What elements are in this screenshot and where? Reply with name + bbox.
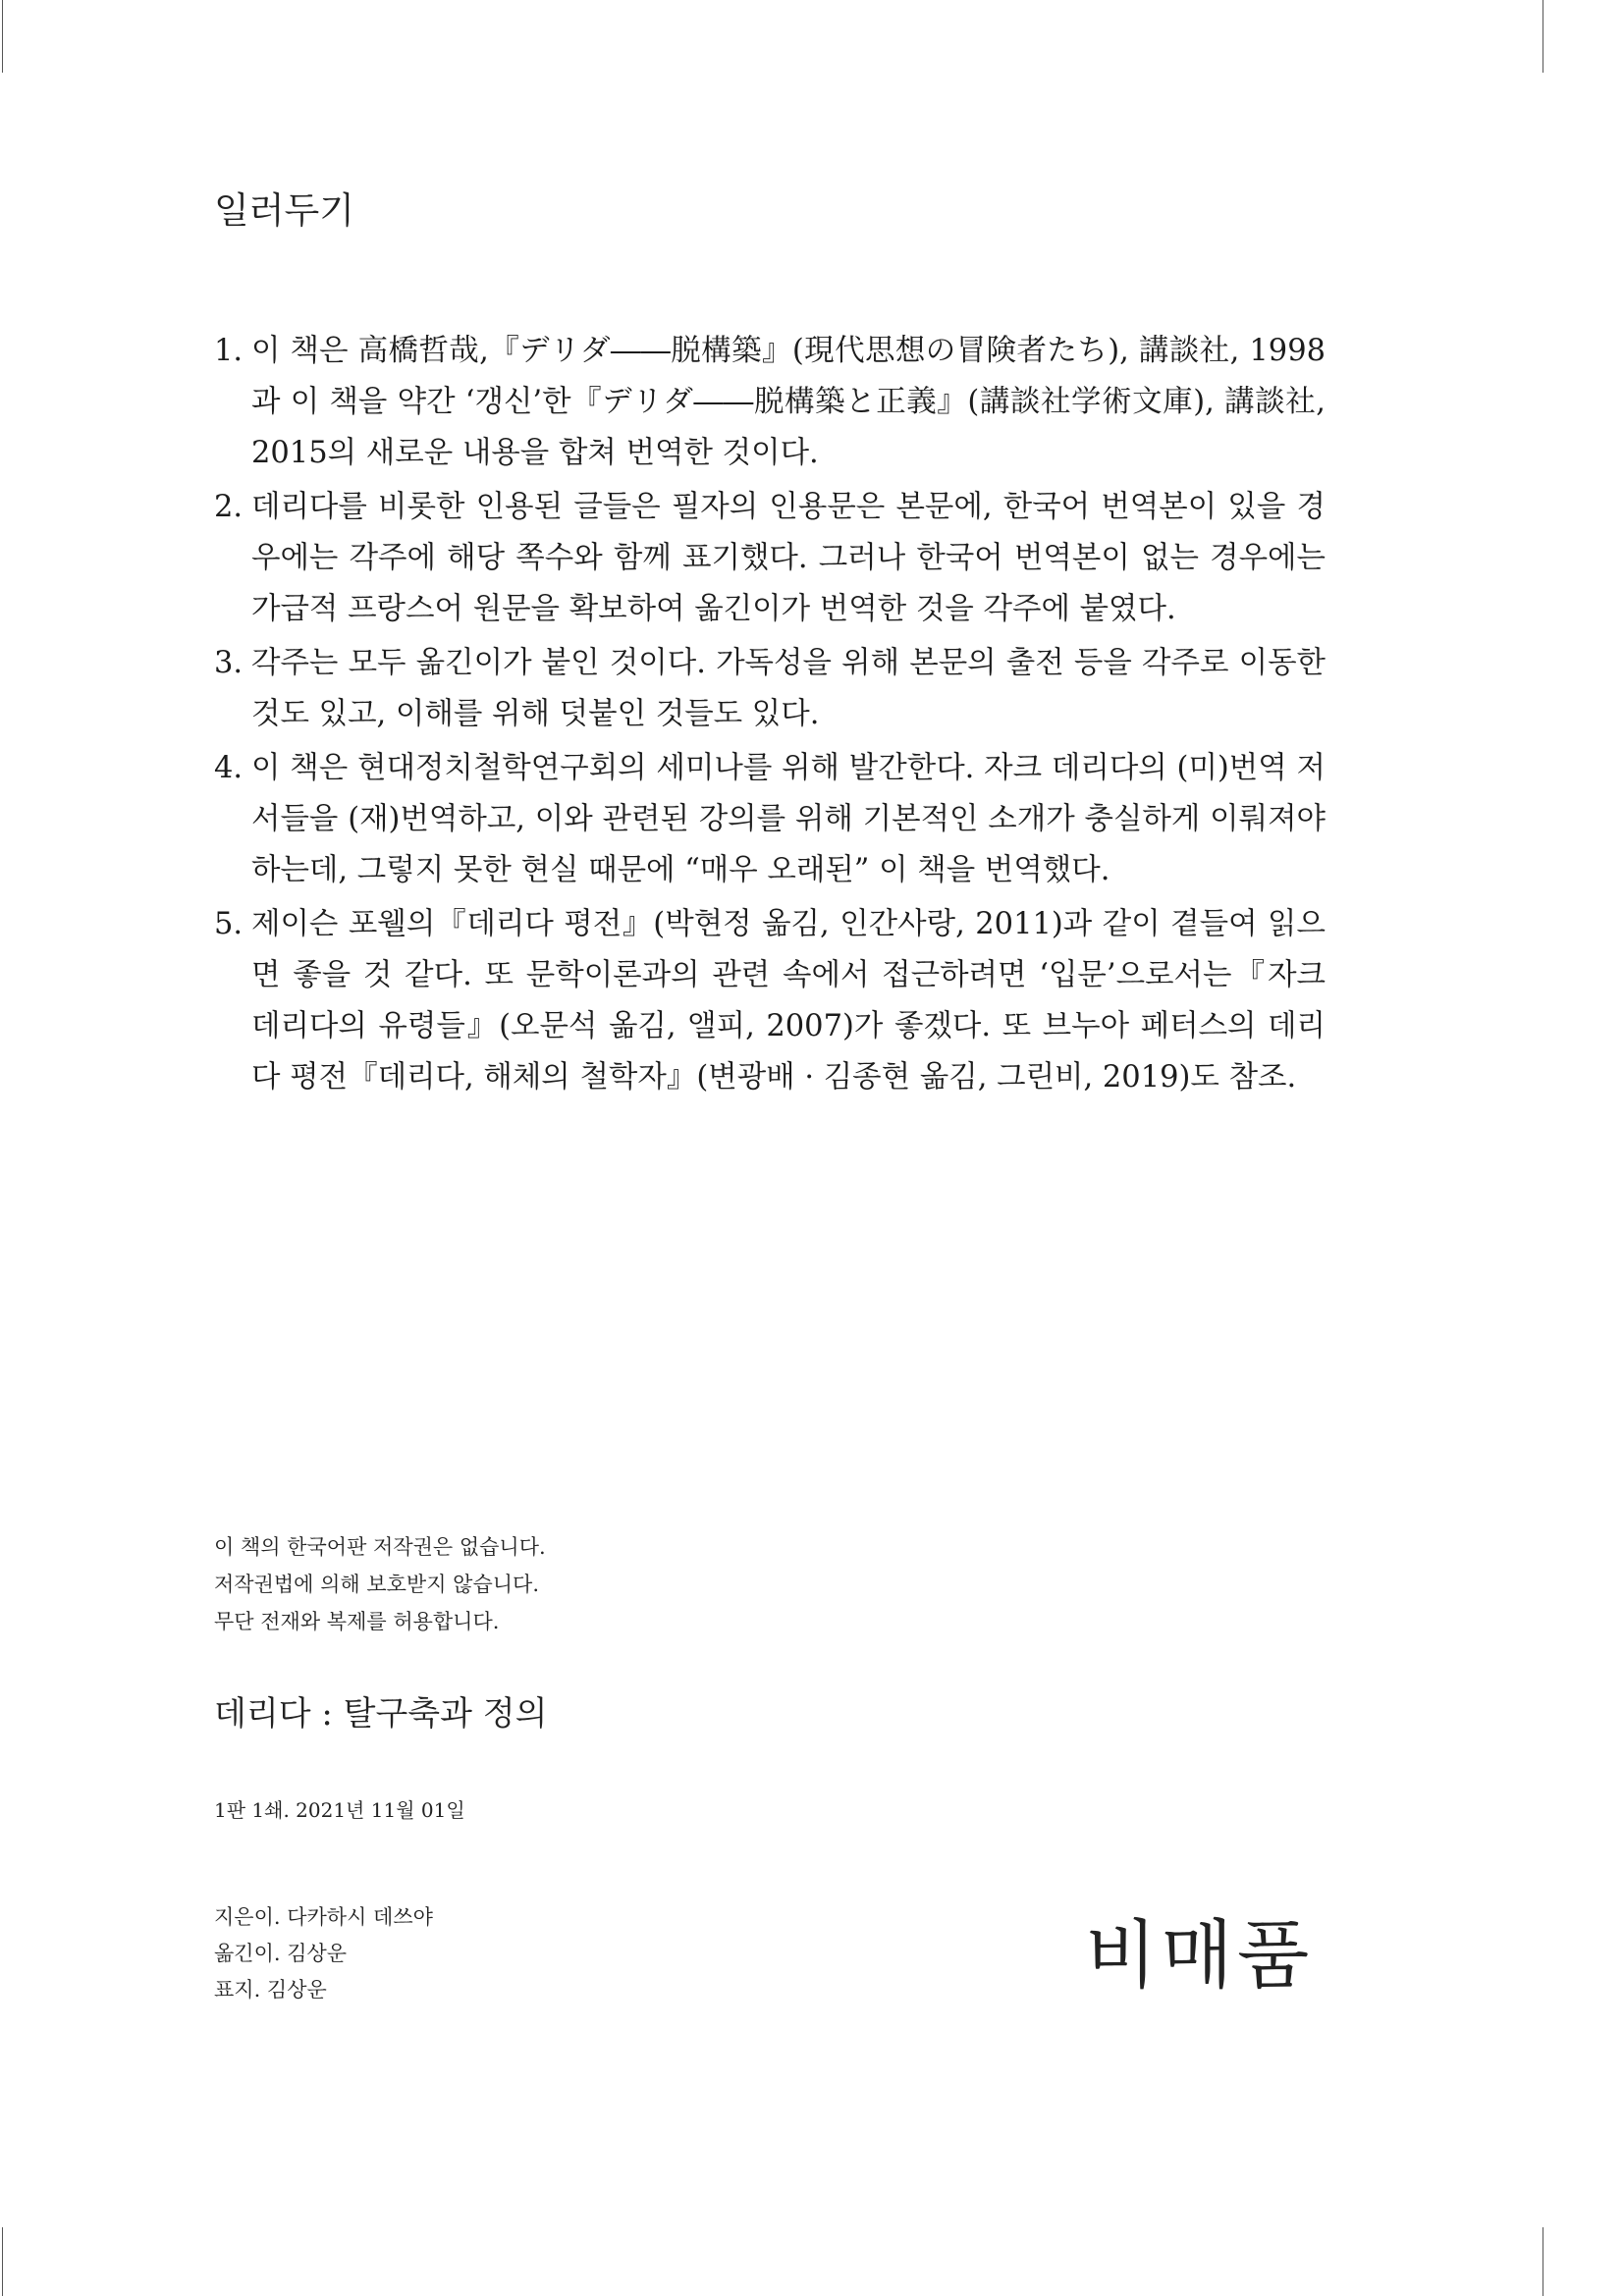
note-item <box>214 638 1326 740</box>
note-item <box>214 743 1326 896</box>
book-title: 데리다 : 탈구축과 정의 <box>214 1694 548 1734</box>
crop-mark-top-left <box>2 0 3 73</box>
page-heading: 일러두기 <box>214 189 354 232</box>
note-text: 제이슨 포웰의『데리다 평전』(박현정 옮김, 인간사랑, 2011)과 같이 곁들여 읽으면 좋을 것 같다. 또 문학이론과의 관련 속에서 접근하려면 ‘입문’으로서는『자크 데리다의 유령들』(오문석 옮김, 앨피, 2007)가 좋겠다. 또 브누아 페터스의 데리다 평전『데리다, 해체의 철학자』(변광배 · 김종현 옮김, 그린비, 2019)도 참조. <box>251 907 1326 1095</box>
crop-mark-bottom-left <box>2 2227 3 2296</box>
note-text: 이 책은 高橋哲哉,『デリダ――脱構築』(現代思想の冒険者たち), 講談社, 1998과 이 책을 약간 ‘갱신’한『デリダ――脱構築と正義』(講談社学術文庫), 講談社, 2015의 새로운 내용을 합쳐 번역한 것이다. <box>251 334 1326 470</box>
note-text: 각주는 모두 옮긴이가 붙인 것이다. 가독성을 위해 본문의 출전 등을 각주로 이동한 것도 있고, 이해를 위해 덧붙인 것들도 있다. <box>251 646 1326 731</box>
copyright-notice <box>214 1528 546 1640</box>
note-item <box>214 899 1326 1103</box>
copyright-line: 이 책의 한국어판 저작권은 없습니다. <box>214 1535 546 1559</box>
note-text: 이 책은 현대정치철학연구회의 세미나를 위해 발간한다. 자크 데리다의 (미)번역 저서들을 (재)번역하고, 이와 관련된 강의를 위해 기본적인 소개가 충실하게 이뤄져야 하는데, 그렇지 못한 현실 때문에 “매우 오래된” 이 책을 번역했다. <box>251 751 1326 887</box>
note-item <box>214 482 1326 635</box>
note-number: 3. <box>214 646 244 680</box>
credit-cover: 표지. 김상운 <box>214 1978 327 2002</box>
credit-translator: 옮긴이. 김상운 <box>214 1942 348 1965</box>
credits <box>214 1899 433 2008</box>
credit-author: 지은이. 다카하시 데쓰야 <box>214 1905 433 1929</box>
note-number: 4. <box>214 751 244 785</box>
not-for-sale-mark: 비매품 <box>1085 1911 1314 1999</box>
note-number: 5. <box>214 907 244 941</box>
copyright-line: 저작권법에 의해 보호받지 않습니다. <box>214 1573 539 1596</box>
edition-info: 1판 1쇄. 2021년 11월 01일 <box>214 1798 465 1822</box>
notes-list <box>214 326 1326 1106</box>
note-number: 2. <box>214 490 244 524</box>
note-item <box>214 326 1326 479</box>
copyright-line: 무단 전재와 복제를 허용합니다. <box>214 1610 500 1633</box>
note-number: 1. <box>214 334 244 368</box>
note-text: 데리다를 비롯한 인용된 글들은 필자의 인용문은 본문에, 한국어 번역본이 있을 경우에는 각주에 해당 쪽수와 함께 표기했다. 그러나 한국어 번역본이 없는 경우에는 가급적 프랑스어 원문을 확보하여 옮긴이가 번역한 것을 각주에 붙였다. <box>251 490 1326 626</box>
